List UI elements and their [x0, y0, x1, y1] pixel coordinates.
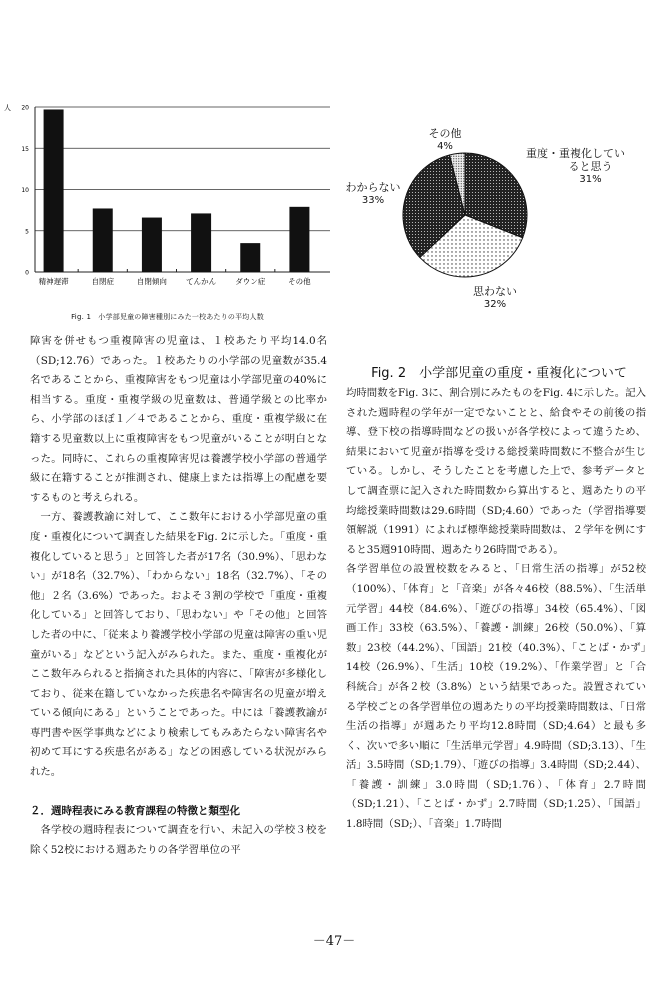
bar	[240, 243, 260, 272]
x-category-label: 自閉症	[91, 277, 114, 286]
paragraph: 各学校の週時程表について調査を行い、未記入の学校３校を除く52校における週あたりの各学習単位の平	[30, 824, 327, 856]
pie-slices	[403, 153, 527, 277]
page-number: －47－	[312, 934, 356, 949]
pie-label-other	[415, 127, 475, 153]
figure-1-caption: Fig. 1 小学部児童の障害種別にみた一校あたりの平均人数	[71, 313, 264, 321]
paragraph: 均時間数をFig. 3に、割合別にみたものをFig. 4に示した。記入された週時程の学年が一定でないことと、給食やその前後の指導、登下校の指導時間などの扱いが各学校によって違うため、結果において児童が指導を受ける総授業時間数に不整合が生じている。しかし、そうしたことを考慮した上で、参考データとして調査票に記入された時間数から算出すると、週あたりの平均総授業時間数は29.6時間（SD;4.60）であった（学習指導要領解説（1991）によれば標準総授業時間数は、２学年を例にすると35週910時間、週あたり26時間である）。	[346, 387, 646, 556]
pie-label-dont-think-text: 思わない	[473, 285, 517, 298]
y-unit-label: 人	[4, 104, 11, 112]
y-tick-label: 20	[21, 104, 29, 112]
x-category-label: てんかん	[186, 277, 217, 286]
y-tick-labels	[21, 105, 29, 277]
gridlines	[35, 107, 330, 231]
pie-label-dont-think	[465, 285, 525, 311]
left-text-column	[30, 332, 327, 860]
x-category-label: 精神遅滞	[38, 277, 69, 286]
pie-label-think-so	[518, 147, 633, 186]
y-tick-label: 15	[21, 145, 29, 153]
bar-chart-svg	[0, 95, 335, 310]
pie-label-dont-know-text: わからない	[345, 181, 401, 194]
section-heading: ２．週時程表にみる教育課程の特徴と類型化	[30, 804, 240, 817]
bars	[44, 109, 310, 272]
pie-label-dont-know-pct: 33%	[361, 195, 385, 206]
pie-label-dont-know	[338, 181, 408, 207]
pie-label-dont-think-pct: 32%	[483, 299, 507, 310]
figure-2-caption: Fig. 2 小学部児童の重度・重複化について	[371, 366, 627, 381]
pie-label-think-so-pct: 31%	[579, 174, 602, 185]
figure-2-pie-chart	[330, 110, 668, 385]
paragraph: 各学習単位の設置校数をみると、「日常生活の指導」が52校（100%）、「体育」と「音楽」が各々46校（88.5%）、「生活単元学習」44校（84.6%）、「遊びの指導」34校（65.4%）、「図画工作」33校（63.5%）、「養護・訓練」26校（50.0%）、「算数」23校（44.2%）、「国語」21校（40.3%）、「ことば・かず」14校（26.9%）、「生活」10校（19.2%）、「作業学習」と「合科統合」が各２校（3.8%）という結果であった。設置されている学校ごとの各学習単位の週あたりの平均授業時間数は、「日常生活の指導」が週あたり平均12.8時間（SD;4.64）と最も多く、次いで多い順に「生活単元学習」4.9時間（SD;3.13）、「生活」3.5時間（SD;1.79）、「遊びの指導」3.4時間（SD;2.44）、「養護・訓練」3.0時間（SD;1.76）、「体育」2.7時間（SD;1.21）、「ことば・かず」2.7時間（SD;1.25）、「国語」1.8時間（SD;）、「音楽」1.7時間	[346, 563, 646, 831]
pie-label-other-text: その他	[428, 127, 462, 140]
x-category-label: ダウン症	[235, 277, 266, 286]
pie-label-think-so-line2: ると思う	[568, 160, 613, 173]
bar	[191, 213, 211, 272]
x-category-labels	[39, 276, 312, 286]
bar	[142, 218, 162, 272]
x-category-label: その他	[288, 277, 311, 286]
y-tick-label: 10	[21, 187, 29, 194]
y-tick-label: 5	[25, 228, 29, 236]
paragraph: 一方、養護教諭に対して、ここ数年における小学部児童の重度・重複化について調査した結果をFig. 2に示した。「重度・重複化していると思う」と回答した者が17名（30.9%）、「思わない」が18名（32.7%）、「わからない」18名（32.7%）、「その他」２名（3.6%）であった。およそ３割の学校で「重度・重複化している」と回答しており、「思わない」や「その他」と回答した者の中に、「従来より養護学校小学部の児童は障害の重い児童がいる」などという記入がみられた。また、重度・重複化がここ数年みられると指摘された具体的内容に、「障害が多様化しており、従来在籍していなかった疾患名や障害名の児童が増えている傾向にある」ということであった。中には「養護教諭が専門書や医学事典などにより検索してもみあたらない障害名や初めて耳にする疾患名がある」などの困惑している状況がみられた。	[30, 511, 327, 779]
bar	[44, 109, 64, 272]
pie-label-other-pct: 4%	[437, 141, 453, 152]
bar	[93, 208, 113, 272]
paragraph: 障害を併せもつ重複障害の児童は、１校あたり平均14.0名（SD;12.76）であった。１校あたりの小学部の児童数が35.4名であることから、重複障害をもつ児童は小学部児童の40%に相当する。重度・重複学級の児童数は、普通学級との比率から、小学部のほぼ１／４であることから、重度・重複学級に在籍する児童数以上に重複障害をもつ児童がいることが明白となった。同時に、これらの重複障害児は養護学校小学部の普通学級に在籍することが推測され、健康上または指導上の配慮を要するものと考えられる。	[30, 335, 327, 504]
pie-label-think-so-line1: 重度・重複化してい	[526, 147, 625, 160]
bar	[289, 207, 309, 272]
y-tick-label: 0	[25, 269, 29, 277]
right-text-column	[346, 384, 646, 835]
figure-1-bar-chart	[0, 95, 335, 335]
x-category-label: 自閉傾向	[136, 277, 167, 286]
